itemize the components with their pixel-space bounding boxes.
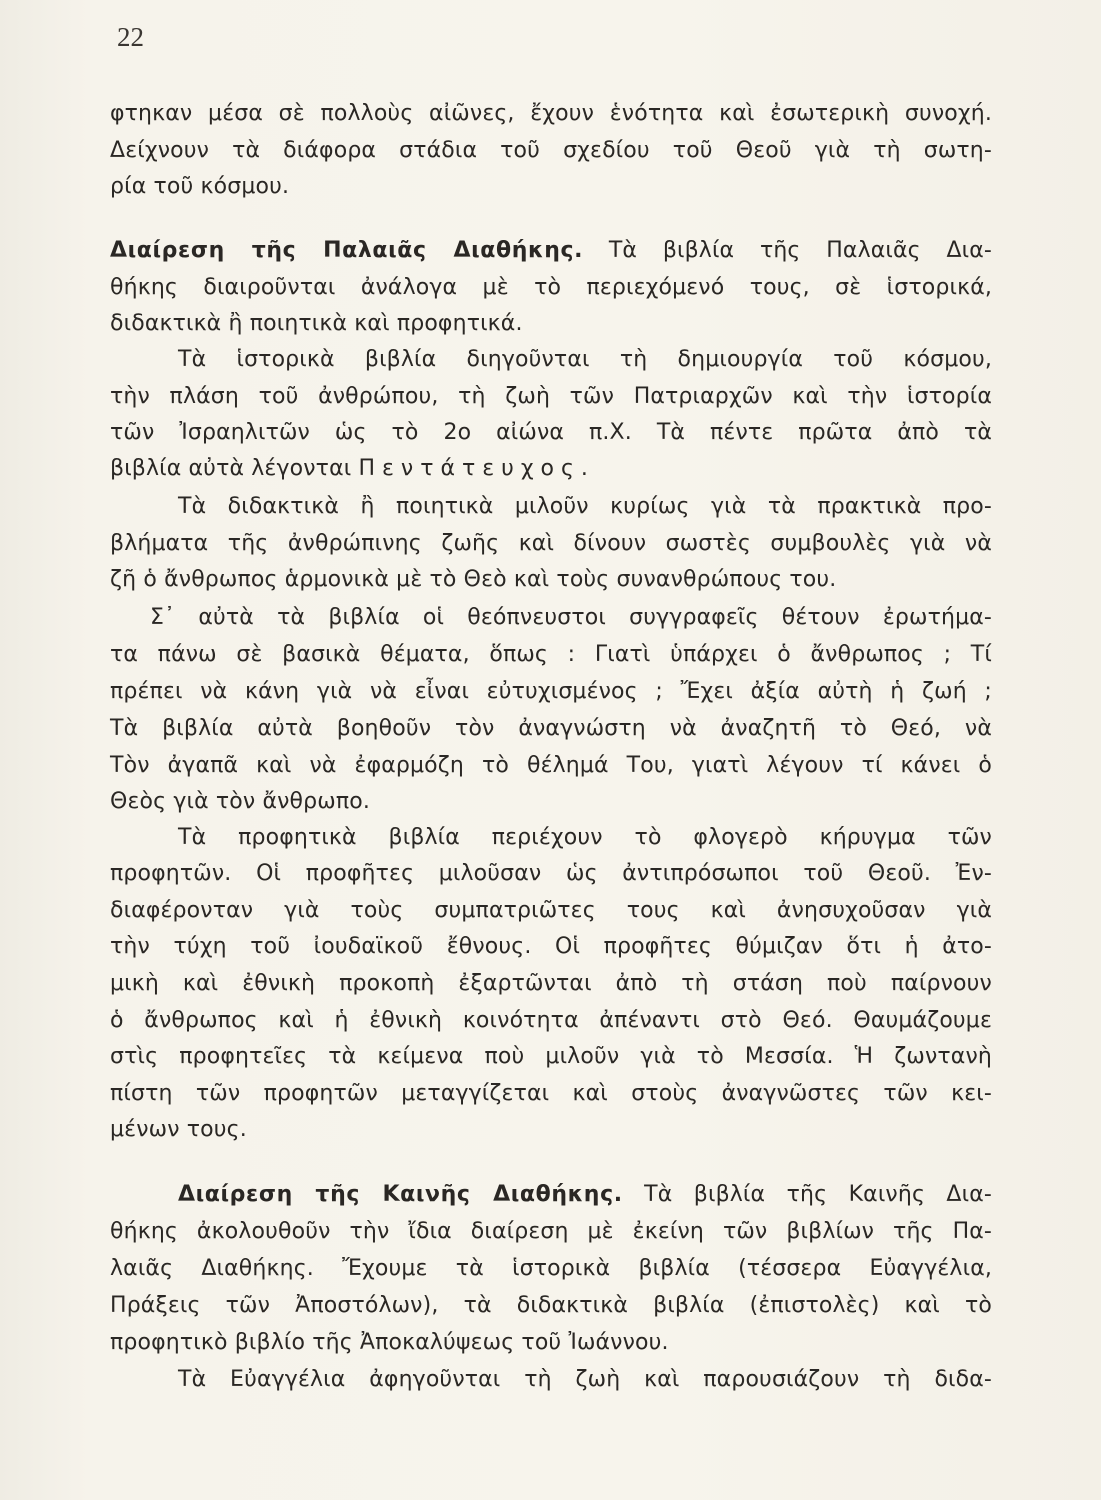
- text-line: μένων τους.: [110, 1117, 247, 1142]
- text-fragment: βιβλία αὐτὰ λέγονται: [110, 456, 352, 481]
- spaced-word-pentateuch: Πεντάτευχος.: [358, 456, 595, 481]
- text-line: Δείχνουν τὰ διάφορα στάδια τοῦ σχεδίου τοῦ Θεοῦ γιὰ τὴ σωτη-: [110, 138, 992, 163]
- section-heading-line: [178, 1184, 992, 1206]
- text-line: ρία τοῦ κόσμου.: [110, 174, 290, 199]
- text-line: [110, 458, 992, 480]
- text-line: προφητικὸ βιβλίο τῆς Ἀποκαλύψεως τοῦ Ἰωάννου.: [110, 1330, 669, 1355]
- text-line: Τὰ διδακτικὰ ἢ ποιητικὰ μιλοῦν κυρίως γιὰ τὰ πρακτικὰ προ-: [178, 494, 992, 519]
- text-line: πρέπει νὰ κάνη γιὰ νὰ εἶναι εὐτυχισμένος ; Ἔχει ἀξία αὐτὴ ἡ ζωή ;: [110, 679, 992, 704]
- section-heading-line: [110, 240, 992, 262]
- text-line: λαιᾶς Διαθήκης. Ἔχουμε τὰ ἱστορικὰ βιβλία (τέσσερα Εὐαγγέλια,: [110, 1256, 992, 1281]
- text-line: Τὰ βιβλία αὐτὰ βοηθοῦν τὸν ἀναγνώστη νὰ ἀναζητῆ τὸ Θεό, νὰ: [110, 716, 992, 741]
- text-line: πίστη τῶν προφητῶν μεταγγίζεται καὶ στοὺς ἀναγνῶστες τῶν κει-: [110, 1081, 992, 1106]
- text-line: Τὰ Εὐαγγέλια ἀφηγοῦνται τὴ ζωὴ καὶ παρουσιάζουν τὴ διδα-: [178, 1367, 992, 1392]
- text-line: θήκης ἀκολουθοῦν τὴν ἴδια διαίρεση μὲ ἐκείνη τῶν βιβλίων τῆς Πα-: [110, 1219, 992, 1244]
- text-line: διαφέρονταν γιὰ τοὺς συμπατριῶτες τους καὶ ἀνησυχοῦσαν γιὰ: [110, 898, 992, 923]
- section-heading-old-testament: Διαίρεση τῆς Παλαιᾶς Διαθήκης.: [110, 238, 584, 263]
- text-line: θήκης διαιροῦνται ἀνάλογα μὲ τὸ περιεχόμενό τους, σὲ ἱστορικά,: [110, 275, 992, 300]
- text-line: διδακτικὰ ἢ ποιητικὰ καὶ προφητικά.: [110, 311, 523, 336]
- text-line: ὁ ἄνθρωπος καὶ ἡ ἐθνικὴ κοινότητα ἀπέναντι στὸ Θεό. Θαυμάζουμε: [110, 1008, 992, 1033]
- section-heading-new-testament: Διαίρεση τῆς Καινῆς Διαθήκης.: [178, 1182, 623, 1207]
- text-line: φτηκαν μέσα σὲ πολλοὺς αἰῶνες, ἔχουν ἑνότητα καὶ ἐσωτερικὴ συνοχή.: [110, 101, 992, 126]
- text-line: Τὸν ἀγαπᾶ καὶ νὰ ἐφαρμόζη τὸ θέλημά Του, γιατὶ λέγουν τί κάνει ὁ: [110, 753, 992, 778]
- page-number: 22: [117, 22, 144, 52]
- text-line: βλήματα τῆς ἀνθρώπινης ζωῆς καὶ δίνουν σωστὲς συμβουλὲς γιὰ νὰ: [110, 531, 992, 556]
- text-line: τὴν πλάση τοῦ ἀνθρώπου, τὴ ζωὴ τῶν Πατριαρχῶν καὶ τὴν ἱστορία: [110, 384, 992, 409]
- text-line: στὶς προφητεῖες τὰ κείμενα ποὺ μιλοῦν γιὰ τὸ Μεσσία. Ἡ ζωντανὴ: [110, 1044, 992, 1069]
- heading-continuation: Τὰ βιβλία τῆς Παλαιᾶς Δια-: [608, 238, 992, 263]
- text-line: Θεὸς γιὰ τὸν ἄνθρωπο.: [110, 789, 371, 814]
- text-line: Πράξεις τῶν Ἀποστόλων), τὰ διδακτικὰ βιβλία (ἐπιστολὲς) καὶ τὸ: [110, 1293, 992, 1318]
- text-line: Τὰ ἱστορικὰ βιβλία διηγοῦνται τὴ δημιουργία τοῦ κόσμου,: [178, 347, 992, 372]
- text-line: τῶν Ἰσραηλιτῶν ὡς τὸ 2ο αἰώνα π.Χ. Τὰ πέντε πρῶτα ἀπὸ τὰ: [110, 420, 992, 445]
- text-line: τα πάνω σὲ βασικὰ θέματα, ὅπως : Γιατὶ ὑπάρχει ὁ ἄνθρωπος ; Τί: [110, 642, 992, 667]
- heading-continuation: Τὰ βιβλία τῆς Καινῆς Δια-: [644, 1182, 992, 1207]
- text-line: Τὰ προφητικὰ βιβλία περιέχουν τὸ φλογερὸ κήρυγμα τῶν: [178, 825, 992, 850]
- text-line: Σ᾽ αὐτὰ τὰ βιβλία οἱ θεόπνευστοι συγγραφεῖς θέτουν ἐρωτήμα-: [150, 605, 992, 630]
- text-line: προφητῶν. Οἱ προφῆτες μιλοῦσαν ὡς ἀντιπρόσωποι τοῦ Θεοῦ. Ἐν-: [110, 861, 992, 886]
- text-line: τὴν τύχη τοῦ ἰουδαϊκοῦ ἔθνους. Οἱ προφῆτες θύμιζαν ὅτι ἡ ἀτο-: [110, 934, 992, 959]
- text-line: ζῆ ὁ ἄνθρωπος ἁρμονικὰ μὲ τὸ Θεὸ καὶ τοὺς συνανθρώπους του.: [110, 567, 837, 592]
- text-line: μικὴ καὶ ἐθνικὴ προκοπὴ ἐξαρτῶνται ἀπὸ τὴ στάση ποὺ παίρνουν: [110, 971, 992, 996]
